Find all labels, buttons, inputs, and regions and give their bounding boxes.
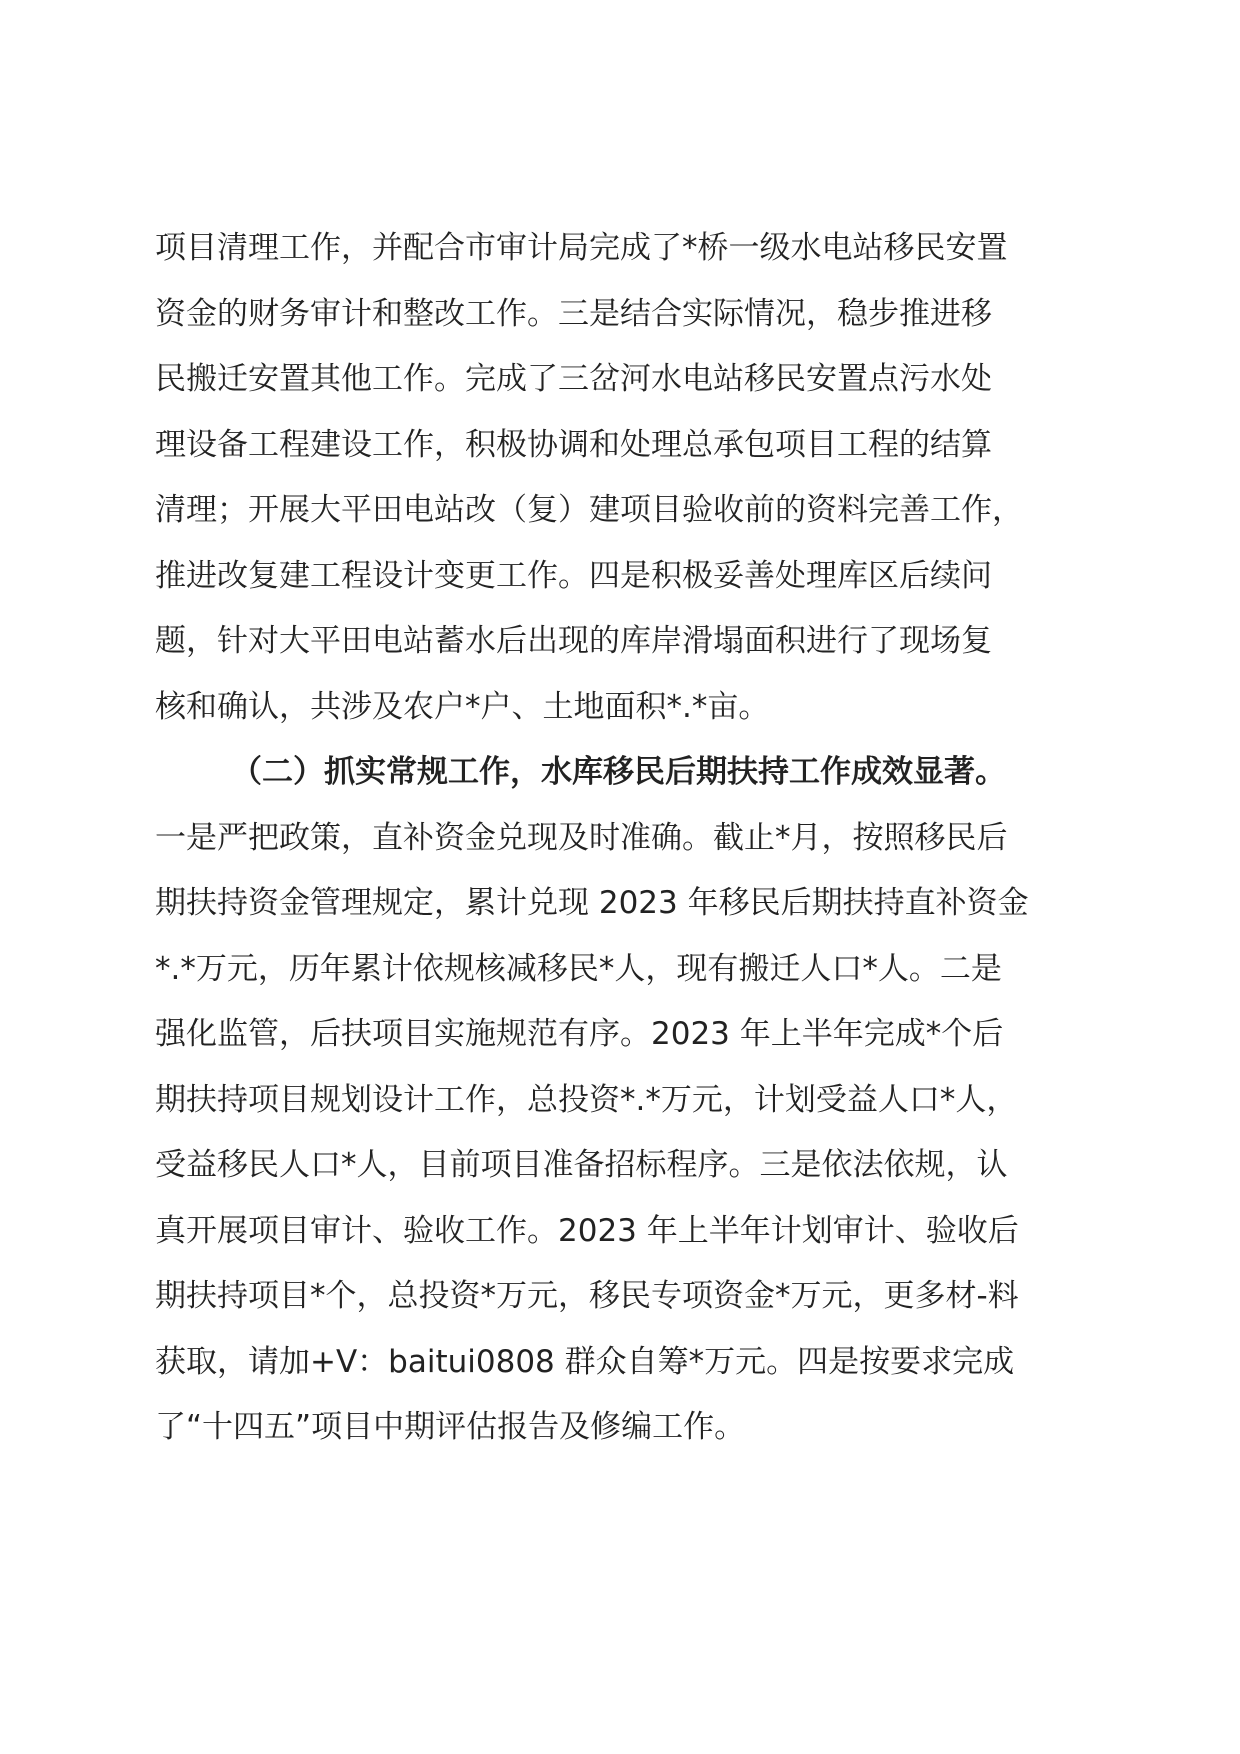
document-body [155,216,1095,1461]
text-line: 题，针对大平田电站蓄水后出现的库岸滑塌面积进行了现场复 [155,623,992,659]
text-line: *.*万元，历年累计依规核减移民*人，现有搬迁人口*人。二是 [155,950,1002,987]
text-line: 项目清理工作，并配合市审计局完成了*桥一级水电站移民安置 [155,230,1008,266]
text-line: 理设备工程建设工作，积极协调和处理总承包项目工程的结算 [155,426,992,463]
text-line: 真开展项目审计、验收工作。2023 年上半年计划审计、验收后 [155,1212,1019,1249]
text-line: 推进改复建工程设计变更工作。四是积极妥善处理库区后续问 [155,557,992,594]
section-heading: （二）抓实常规工作，水库移民后期扶持工作成效显著。 [231,754,1006,790]
text-line: 期扶持项目规划设计工作，总投资*.*万元，计划受益人口*人， [155,1081,1018,1118]
text-line: 获取，请加+V：baitui0808 群众自筹*万元。四是按要求完成 [155,1343,1015,1380]
text-line: 资金的财务审计和整改工作。三是结合实际情况，稳步推进移 [155,295,992,332]
text-line: 期扶持项目*个，总投资*万元，移民专项资金*万元，更多材-料 [155,1278,1019,1314]
text-line: 核和确认，共涉及农户*户、土地面积*.*亩。 [155,688,770,725]
text-line: 期扶持资金管理规定，累计兑现 2023 年移民后期扶持直补资金 [155,885,1029,921]
paragraph-1 [155,216,1095,740]
text-line: 清理；开展大平田电站改（复）建项目验收前的资料完善工作， [155,492,1023,528]
text-line: 一是严把政策，直补资金兑现及时准确。截止*月，按照移民后 [155,819,1008,856]
paragraph-2 [155,806,1095,1461]
text-line: 强化监管，后扶项目实施规范有序。2023 年上半年完成*个后 [155,1016,1004,1052]
text-line: 民搬迁安置其他工作。完成了三岔河水电站移民安置点污水处 [155,361,992,397]
text-line: 受益移民人口*人，目前项目准备招标程序。三是依法依规，认 [155,1147,1008,1183]
text-line: 了“十四五”项目中期评估报告及修编工作。 [155,1409,746,1445]
